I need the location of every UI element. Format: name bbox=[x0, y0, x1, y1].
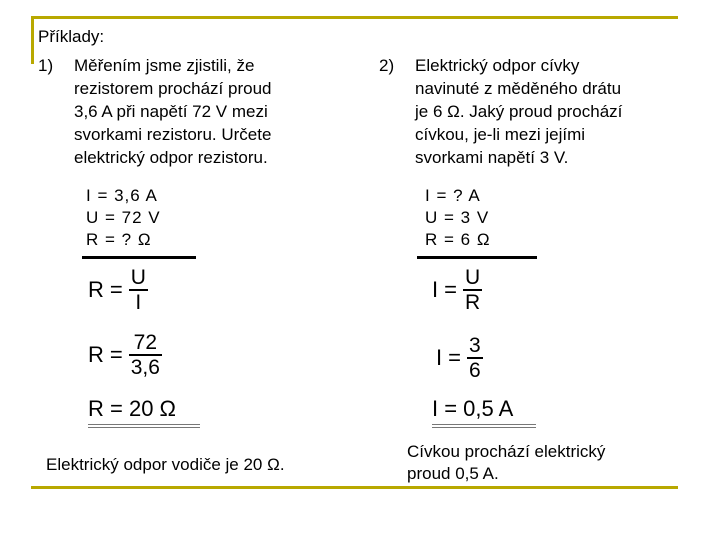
ex1-number: 1) bbox=[38, 56, 54, 75]
denominator: 6 bbox=[468, 358, 481, 382]
ex2-number: 2) bbox=[379, 56, 395, 75]
formula-lhs: R bbox=[88, 341, 104, 367]
formula-lhs: I bbox=[432, 276, 439, 302]
fraction bbox=[129, 331, 162, 379]
ex1-given-resistance: R = ? Ω bbox=[86, 230, 152, 249]
ex2-answer bbox=[407, 441, 605, 485]
ex2-formula-general bbox=[432, 266, 482, 314]
ex2-result-underline bbox=[432, 424, 536, 428]
ex2-given-rule bbox=[417, 256, 537, 259]
equals-sign: = bbox=[109, 276, 123, 302]
ex1-task-line: elektrický odpor rezistoru. bbox=[74, 148, 268, 167]
ex1-task-line: Měřením jsme zjistili, že bbox=[74, 56, 255, 75]
ex1-task-line: 3,6 A při napětí 72 V mezi bbox=[74, 102, 268, 121]
numerator: U bbox=[130, 266, 146, 289]
frame-top-rule bbox=[31, 16, 678, 19]
ex2-result: I = 0,5 A bbox=[432, 396, 514, 421]
fraction bbox=[467, 334, 483, 382]
equals-sign: = bbox=[448, 344, 461, 370]
ex1-given-rule bbox=[82, 256, 196, 259]
ex1-given-current: I = 3,6 A bbox=[86, 186, 158, 205]
numerator: 72 bbox=[133, 331, 158, 354]
ex2-given-voltage: U = 3 V bbox=[425, 208, 490, 227]
frame-bottom-rule bbox=[31, 486, 678, 489]
numerator: U bbox=[464, 266, 481, 289]
ex2-task-line: je 6 Ω. Jaký proud prochází bbox=[415, 102, 623, 121]
numerator: 3 bbox=[468, 334, 481, 357]
ex2-task-line: navinuté z měděného drátu bbox=[415, 79, 622, 98]
fraction bbox=[463, 266, 482, 314]
ex2-given-resistance: R = 6 Ω bbox=[425, 230, 491, 249]
ex1-answer: Elektrický odpor vodiče je 20 Ω. bbox=[46, 455, 285, 474]
ex2-task-line: Elektrický odpor cívky bbox=[415, 56, 580, 75]
ex1-result-underline bbox=[88, 424, 200, 428]
ex2-given bbox=[425, 185, 491, 251]
ex1-task-line: rezistorem prochází proud bbox=[74, 79, 272, 98]
ex1-task-line: svorkami rezistoru. Určete bbox=[74, 125, 272, 144]
denominator: 3,6 bbox=[130, 355, 160, 379]
ex2-task-line: svorkami napětí 3 V. bbox=[415, 148, 569, 167]
denominator: I bbox=[135, 290, 142, 314]
formula-lhs: I bbox=[436, 344, 443, 370]
ex2-task-line: cívkou, je-li mezi jejími bbox=[415, 125, 586, 144]
ex2-answer-line: proud 0,5 A. bbox=[407, 464, 499, 483]
heading: Příklady: bbox=[38, 27, 105, 46]
equals-sign: = bbox=[109, 341, 123, 367]
ex1-result: R = 20 Ω bbox=[88, 396, 176, 421]
ex1-given bbox=[86, 185, 161, 251]
denominator: R bbox=[464, 290, 481, 314]
fraction bbox=[129, 266, 148, 314]
ex1-given-voltage: U = 72 V bbox=[86, 208, 161, 227]
equals-sign: = bbox=[444, 276, 457, 302]
ex2-given-current: I = ? A bbox=[425, 186, 481, 205]
ex2-formula-numeric bbox=[436, 334, 483, 382]
ex1-formula-numeric bbox=[88, 331, 162, 379]
ex2-answer-line: Cívkou prochází elektrický bbox=[407, 442, 606, 461]
formula-lhs: R bbox=[88, 276, 104, 302]
frame-left-rule bbox=[31, 16, 34, 64]
ex1-formula-general bbox=[88, 266, 148, 314]
